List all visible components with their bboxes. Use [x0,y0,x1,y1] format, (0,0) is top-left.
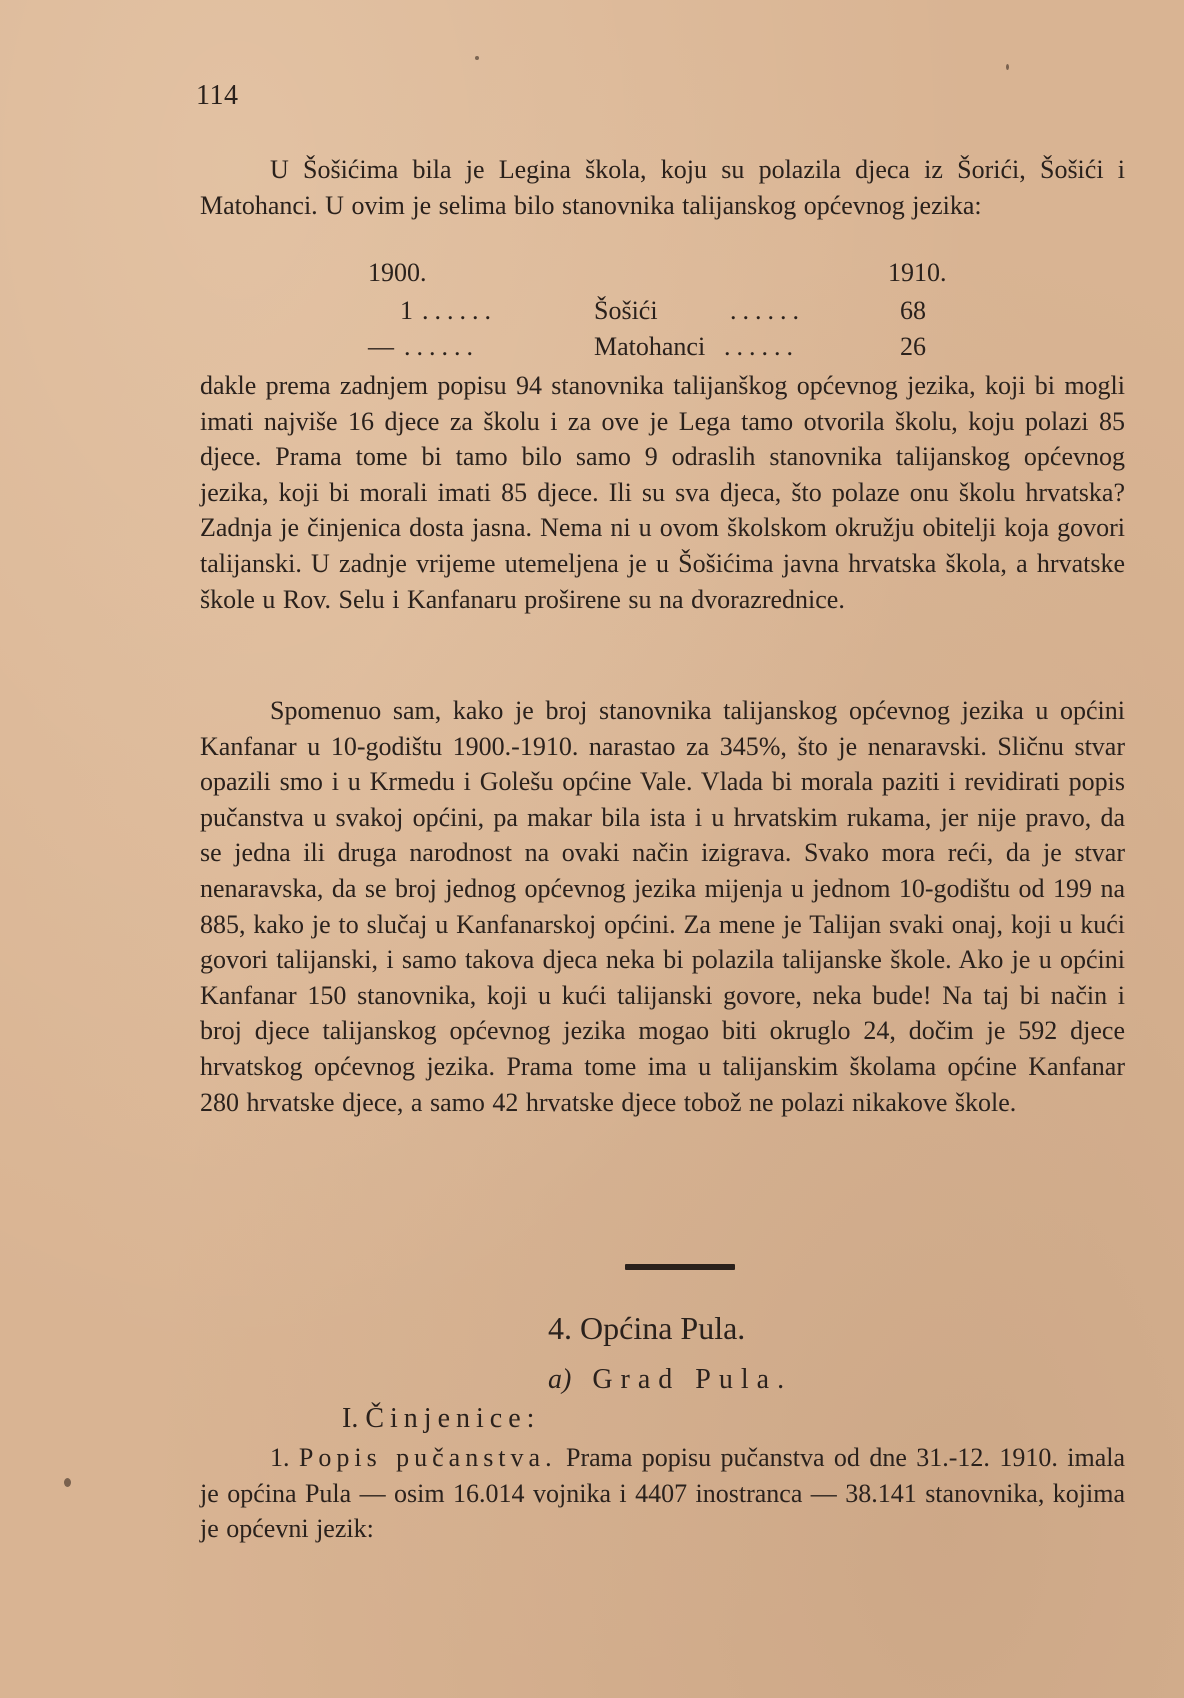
leader-dots: ...... [422,296,497,325]
facts-numeral: I. [342,1403,359,1434]
leader-dots: ...... [730,296,805,325]
paper-speck [1006,64,1009,70]
item-term: Popis pučanstva. [298,1443,557,1472]
census-value-1900: — [368,332,394,361]
paragraph-sosici-school: U Šošićima bila je Legina škola, koju su polazila djeca iz Šorići, Šošići i Matohanci. U ovim je selima bilo stanovnika talijanskog općevnog jezika: [200,155,1125,220]
subsection-title [548,1364,792,1396]
section-divider [625,1264,735,1270]
census-row [200,332,926,366]
paper-speck [475,56,479,60]
census-place: Šošići [594,296,658,325]
facts-label: Činjenice: [365,1403,541,1434]
leader-dots: ...... [724,332,799,361]
subsection-label: Grad Pula. [592,1364,793,1395]
paragraph-census-analysis: dakle prema zadnjem popisu 94 stanovnika talijanškog općevnog jezika, koji bi mogli imati najviše 16 djece za školu i za ove je Lega tamo otvorila školu, koju polazi 85 djece. Prama tome bi tamo bilo samo 9 odraslih stanovnika talijanskog općevnog jezika, koji bi morali imati 85 djece. Ili su sva djeca, što polaze onu školu hrvatska? Zadnja je činjenica dosta jasna. Nema ni u ovom školskom okružju obitelji koja govori talijanski. U zadnje vrijeme utemeljena je u Šošićima javna hrvatska škola, a hrvatske škole u Rov. Selu i Kanfanaru proširene su na dvorazrednice. [200,371,1125,614]
item-number: 1. [270,1443,290,1472]
item-text: Prama popisu pučanstva od dne 31.-12. 1910. imala je općina Pula — osim 16.014 vojnika i 4407 inostranca — 38.141 stanovnika, kojima je općevni jezik: [200,1443,1125,1544]
facts-heading [342,1403,540,1435]
census-place: Matohanci [594,332,706,361]
leader-dots: ...... [404,332,479,361]
paragraph-kanfanar-census: Spomenuo sam, kako je broj stanovnika talijanskog općevnog jezika u općini Kanfanar u 10-godištu 1900.-1910. narastao za 345%, što je nenaravski. Sličnu stvar opazili smo i u Krmedu i Golešu općine Vale. Vlada bi morala paziti i revidirati popis pučanstva u svakoj općini, pa makar bila ista i u hrvatskim rukama, jer nije pravo, da se jedna ili druga narodnost na ovaki način izigrava. Svako mora reći, da je stvar nenaravska, da se broj jednog općevnog jezika mijenja u jednom 10-godištu od 199 na 885, kako je to slučaj u Kanfanarskoj općini. Za mene je Talijan svaki onaj, koji u kući govori talijanski, i samo takova djeca neka bi polazila talijanske škole. Ako je u općini Kanfanar 150 stanovnika, koji u kući talijanski govore, neka bude! Na taj bi način i broj djece talijanskog općevnog jezika mogao biti okruglo 24, dočim je 592 djece hrvatskog općevnog jezika. Prama tome ima u talijanskim školama općine Kanfanar 280 hrvatske djece, a samo 42 hrvatske djece tobož ne polazi nikakove škole. [200,696,1125,1117]
census-value-1900: 1 [400,296,413,325]
section-title: 4. Općina Pula. [548,1310,746,1346]
census-year-header [200,258,1125,294]
census-value-1910: 68 [900,296,926,325]
subsection-mark: a) [548,1364,572,1395]
paragraph-pula-census [200,1440,1125,1547]
paper-speck [64,1478,71,1487]
census-value-1910: 26 [900,332,926,361]
census-year-1910: 1910. [888,258,947,287]
census-row [200,296,926,330]
census-year-1900: 1900. [368,258,427,287]
page-number: 114 [196,80,239,111]
